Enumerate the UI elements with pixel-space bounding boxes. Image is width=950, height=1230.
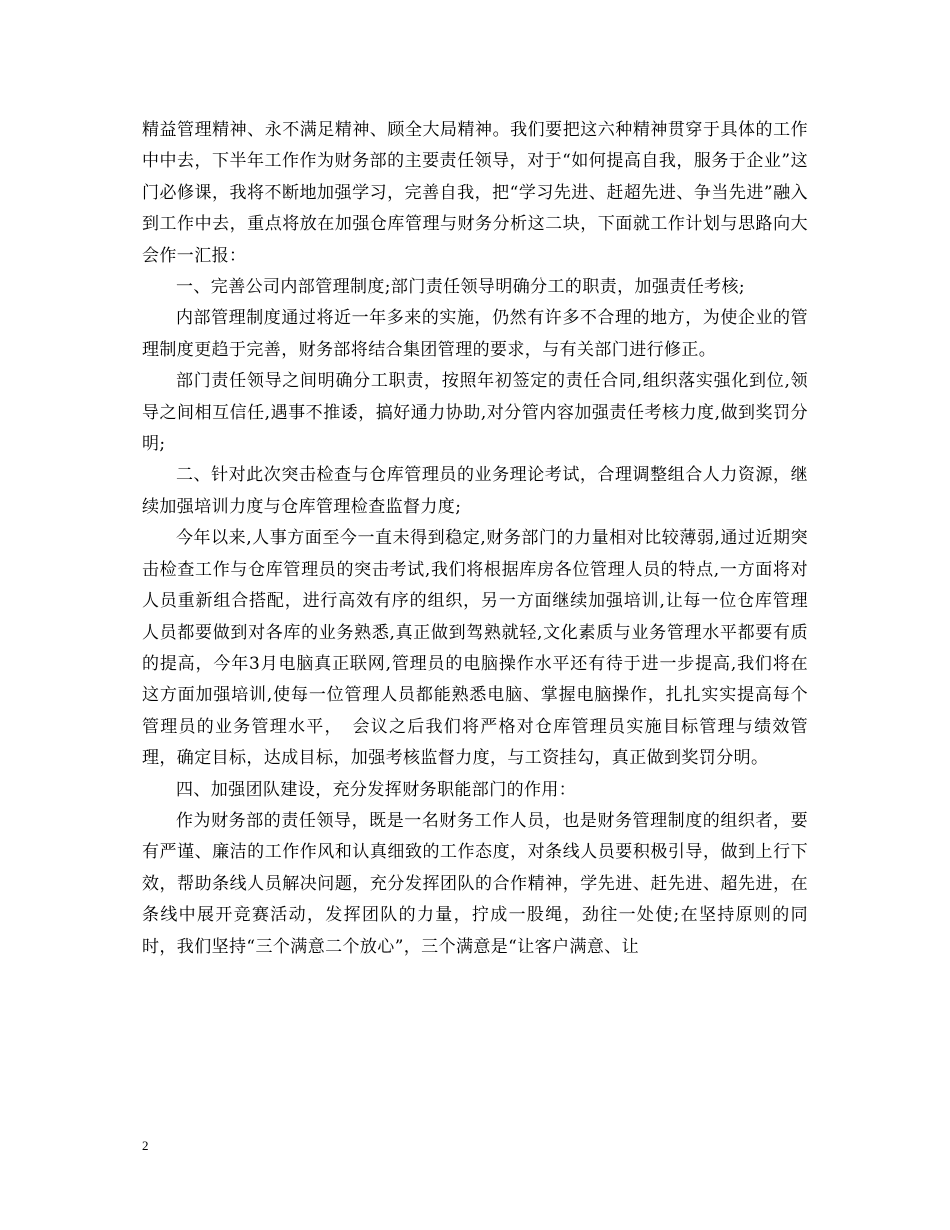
paragraph-2: 一、完善公司内部管理制度;部门责任领导明确分工的职责，加强责任考核; [176, 277, 746, 298]
body-text [142, 115, 808, 963]
paragraph-1: 精益管理精神、永不满足精神、顾全大局精神。我们要把这六种精神贯穿于具体的工作中中去，下半年工作作为财务部的主要责任领导，对于“如何提高自我，服务于企业”这门必修课，我将不断地加强学习，完善自我，把“学习先进、赶超先进、争当先进”融入到工作中去，重点将放在加强仓库管理与财务分析这二块，下面就工作计划与思路向大会作一汇报： [142, 120, 808, 266]
paragraph-3: 内部管理制度通过将近一年多来的实施，仍然有许多不合理的地方，为使企业的管理制度更趋于完善，财务部将结合集团管理的要求，与有关部门进行修正。 [142, 308, 808, 360]
paragraph-5: 二、针对此次突击检查与仓库管理员的业务理论考试，合理调整组合人力资源，继续加强培训力度与仓库管理检查监督力度; [142, 465, 808, 517]
paragraph-4: 部门责任领导之间明确分工职责，按照年初签定的责任合同,组织落实强化到位,领导之间相互信任,遇事不推诿，搞好通力协助,对分管内容加强责任考核力度,做到奖罚分明; [142, 371, 808, 455]
page-number: 2 [142, 1138, 149, 1153]
paragraph-7: 四、加强团队建设，充分发挥财务职能部门的作用： [176, 779, 577, 800]
paragraph-8: 作为财务部的责任领导，既是一名财务工作人员，也是财务管理制度的组织者，要有严谨、廉洁的工作作风和认真细致的工作态度，对条线人员要积极引导，做到上行下效，帮助条线人员解决问题，充分发挥团队的合作精神，学先进、赶先进、超先进，在条线中展开竞赛活动，发挥团队的力量，拧成一股绳，劲往一处使;在坚持原则的同时，我们坚持“三个满意二个放心”，三个满意是“让客户满意、让 [142, 810, 808, 957]
paragraph-6: 今年以来,人事方面至今一直未得到稳定,财务部门的力量相对比较薄弱,通过近期突击检查工作与仓库管理员的突击考试,我们将根据库房各位管理人员的特点,一方面将对人员重新组合搭配，进行高效有序的组织，另一方面继续加强培训,让每一位仓库管理人员都要做到对各库的业务熟悉,真正做到驾熟就轻,文化素质与业务管理水平都要有质的提高，今年3月电脑真正联网,管理员的电脑操作水平还有待于进一步提高,我们将在这方面加强培训,使每一位管理人员都能熟悉电脑、掌握电脑操作，扎扎实实提高每个管理员的业务管理水平， 会议之后我们将严格对仓库管理员实施目标管理与绩效管理，确定目标，达成目标，加强考核监督力度，与工资挂勾，真正做到奖罚分明。 [142, 528, 808, 769]
